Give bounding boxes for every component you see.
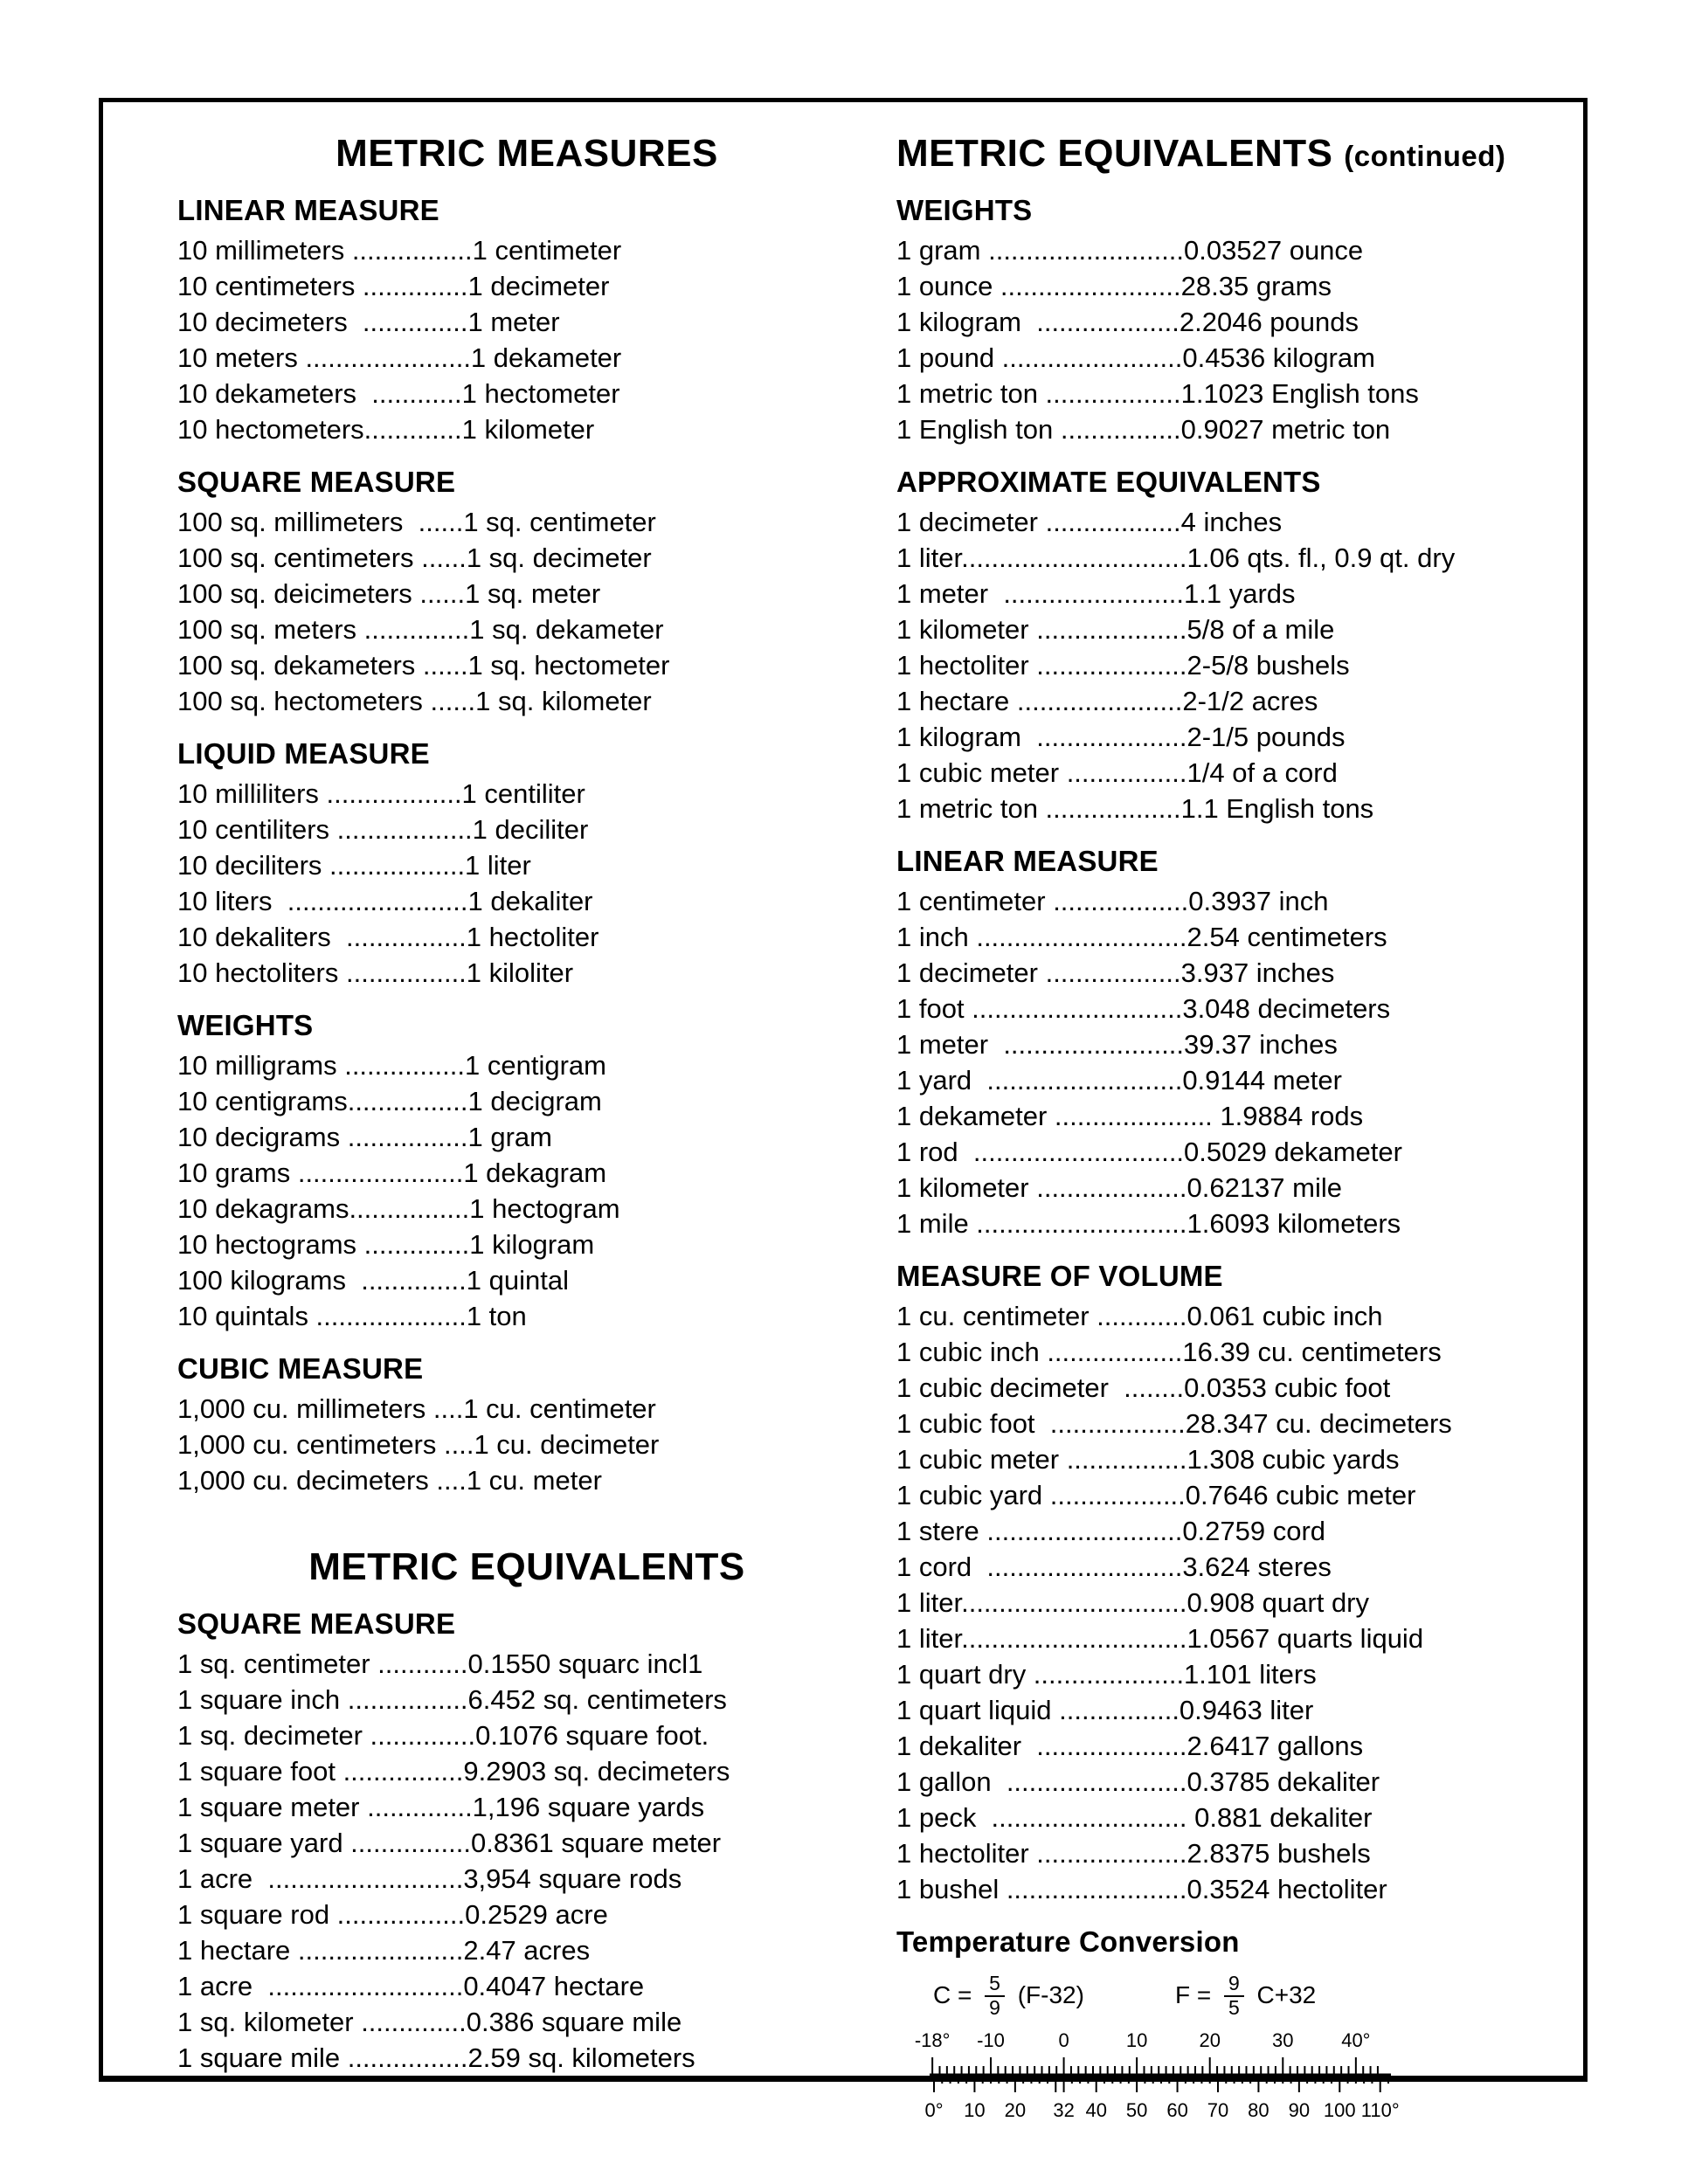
section-heading: LINEAR MEASURE xyxy=(177,194,439,226)
fahrenheit-label: 20 xyxy=(1004,2098,1027,2121)
conversion-row: 1 square rod .................0.2529 acre xyxy=(177,1899,608,1930)
conversion-row: 10 centimeters ..............1 decimeter xyxy=(177,271,610,301)
conversion-row: 1 sq. centimeter ............0.1550 squarc incl1 xyxy=(177,1648,703,1679)
conversion-row: 1 hectare ......................2-1/2 acres xyxy=(896,686,1318,716)
conversion-row: 100 sq. millimeters ......1 sq. centimeter xyxy=(177,507,656,537)
formula-lead: F = xyxy=(1174,1981,1218,2009)
conversion-row: 10 quintals ....................1 ton xyxy=(177,1301,527,1331)
conversion-row: 1 stere ..........................0.2759 cord xyxy=(896,1516,1326,1546)
conversion-row: 1 quart liquid ................0.9463 liter xyxy=(896,1695,1314,1725)
fraction-numerator: 9 xyxy=(1224,1973,1244,1997)
conversion-row: 1 gallon ........................0.3785 dekaliter xyxy=(896,1766,1380,1797)
conversion-row: 1 English ton ................0.9027 metric ton xyxy=(896,414,1391,445)
celsius-label: 20 xyxy=(1199,2028,1221,2051)
conversion-row: 1 bushel ........................0.3524 hectoliter xyxy=(896,1874,1387,1904)
temperature-scale-wrap xyxy=(912,2026,1587,2130)
metric-equivalents-title: METRIC EQUIVALENTS xyxy=(308,1545,745,1588)
conversion-row: 1 peck .......................... 0.881 dekaliter xyxy=(896,1802,1373,1833)
conversion-row: 10 millimeters ................1 centimeter xyxy=(177,235,622,266)
celsius-formula xyxy=(933,1973,1084,2019)
conversion-row: 1 hectoliter ....................2-5/8 bushels xyxy=(896,650,1350,681)
conversion-row: 1 liter..............................1.0567 quarts liquid xyxy=(896,1623,1424,1654)
conversion-row: 100 kilograms ..............1 quintal xyxy=(177,1265,569,1296)
section-heading: LINEAR MEASURE xyxy=(896,845,1159,877)
conversion-row: 1 centimeter ..................0.3937 inch xyxy=(896,886,1329,916)
conversion-row: 1 acre ..........................3,954 square rods xyxy=(177,1863,682,1894)
conversion-row: 10 centiliters ..................1 deciliter xyxy=(177,814,589,845)
conversion-row: 10 milliliters ..................1 centiliter xyxy=(177,778,585,809)
conversion-row: 1 hectoliter ....................2.8375 bushels xyxy=(896,1838,1371,1869)
metric-measures-sections xyxy=(177,194,876,1498)
section-heading: CUBIC MEASURE xyxy=(177,1352,424,1385)
conversion-row: 10 hectometers.............1 kilometer xyxy=(177,414,595,445)
fraction-numerator: 5 xyxy=(985,1973,1005,1997)
fahrenheit-label: 80 xyxy=(1248,2098,1269,2121)
metric-equivalents-continued-sections xyxy=(896,194,1587,1907)
fahrenheit-label: 70 xyxy=(1207,2098,1229,2121)
conversion-row: 1,000 cu. millimeters ....1 cu. centimeter xyxy=(177,1393,656,1424)
conversion-row: 1 dekaliter ....................2.6417 gallons xyxy=(896,1731,1364,1761)
conversion-row: 1 meter ........................39.37 inches xyxy=(896,1029,1338,1060)
formula-tail: C+32 xyxy=(1249,1981,1317,2009)
conversion-row: 10 milligrams ................1 centigram xyxy=(177,1050,606,1081)
section-heading: WEIGHTS xyxy=(896,194,1033,226)
section-heading: MEASURE OF VOLUME xyxy=(896,1260,1223,1292)
fahrenheit-label: 90 xyxy=(1288,2098,1311,2121)
conversion-row: 10 centigrams................1 decigram xyxy=(177,1086,602,1116)
section-heading: SQUARE MEASURE xyxy=(177,1607,456,1640)
temperature-formulas xyxy=(933,1973,1587,2019)
conversion-row: 1,000 cu. centimeters ....1 cu. decimeter xyxy=(177,1429,660,1460)
formula-tail: (F-32) xyxy=(1010,1981,1084,2009)
fraction xyxy=(985,1973,1005,2019)
conversion-row: 10 dekaliters ................1 hectoliter xyxy=(177,922,599,952)
conversion-row: 100 sq. dekameters ......1 sq. hectometer xyxy=(177,650,670,681)
conversion-row: 10 deciliters ..................1 liter xyxy=(177,850,531,881)
conversion-row: 1 liter..............................0.908 quart dry xyxy=(896,1587,1370,1618)
conversion-row: 1 square meter ..............1,196 square yards xyxy=(177,1792,705,1822)
conversion-row: 100 sq. meters ..............1 sq. dekameter xyxy=(177,614,664,645)
conversion-row: 1 square yard ................0.8361 square meter xyxy=(177,1828,722,1858)
conversion-row: 1 decimeter ..................3.937 inches xyxy=(896,957,1335,988)
conversion-row: 1 kilometer ....................0.62137 mile xyxy=(896,1172,1342,1203)
formula-lead: C = xyxy=(933,1981,979,2009)
fahrenheit-label: 10 xyxy=(964,2098,986,2121)
conversion-row: 1 square foot ................9.2903 sq. decimeters xyxy=(177,1756,730,1787)
conversion-row: 1 cu. centimeter ............0.061 cubic inch xyxy=(896,1301,1383,1331)
conversion-row: 1 sq. kilometer ..............0.386 square mile xyxy=(177,2007,682,2037)
conversion-row: 1 cubic inch ..................16.39 cu. centimeters xyxy=(896,1337,1442,1367)
conversion-row: 10 dekameters ............1 hectometer xyxy=(177,378,620,409)
section-heading: SQUARE MEASURE xyxy=(177,466,456,498)
conversion-row: 1,000 cu. decimeters ....1 cu. meter xyxy=(177,1465,602,1496)
temperature-scale xyxy=(912,2026,1419,2125)
conversion-row: 1 metric ton ..................1.1023 English tons xyxy=(896,378,1419,409)
conversion-row: 1 kilometer ....................5/8 of a mile xyxy=(896,614,1335,645)
conversion-row: 10 grams ......................1 dekagram xyxy=(177,1158,607,1188)
metric-equivalents-continued-title xyxy=(896,132,1587,176)
fahrenheit-label: 32 xyxy=(1053,2098,1075,2121)
right-column xyxy=(896,127,1587,2130)
conversion-row: 1 foot ............................3.048 decimeters xyxy=(896,993,1391,1024)
conversion-row: 10 liters ........................1 dekaliter xyxy=(177,886,593,916)
conversion-row: 1 kilogram ...................2.2046 pounds xyxy=(896,307,1359,337)
conversion-row: 1 hectare ......................2.47 acres xyxy=(177,1935,591,1966)
conversion-row: 1 liter..............................1.06 qts. fl., 0.9 qt. dry xyxy=(896,543,1456,573)
conversion-row: 1 cubic yard ..................0.7646 cubic meter xyxy=(896,1480,1416,1510)
conversion-row: 1 kilogram ....................2-1/5 pounds xyxy=(896,722,1346,752)
metric-equivalents-sections xyxy=(177,1607,876,2076)
conversion-row: 1 quart dry ....................1.101 liters xyxy=(896,1659,1317,1690)
conversion-row: 1 meter ........................1.1 yards xyxy=(896,578,1296,609)
conversion-row: 1 cubic decimeter ........0.0353 cubic foot xyxy=(896,1372,1391,1403)
fahrenheit-label: 100 xyxy=(1323,2098,1356,2121)
conversion-row: 100 sq. deicimeters ......1 sq. meter xyxy=(177,578,601,609)
celsius-label: 40° xyxy=(1341,2028,1371,2051)
left-column xyxy=(177,127,876,2076)
celsius-label: 30 xyxy=(1272,2028,1294,2051)
conversion-row: 1 cord ..........................3.624 steres xyxy=(896,1552,1332,1582)
fraction-denominator: 9 xyxy=(989,1995,1000,2019)
conversion-row: 1 mile ............................1.6093 kilometers xyxy=(896,1208,1401,1239)
conversion-row: 10 dekagrams................1 hectogram xyxy=(177,1193,620,1224)
temperature-conversion-heading: Temperature Conversion xyxy=(896,1925,1240,1958)
conversion-row: 1 pound ........................0.4536 kilogram xyxy=(896,342,1375,373)
conversion-row: 1 dekameter ..................... 1.9884 rods xyxy=(896,1101,1364,1131)
conversion-row: 1 metric ton ..................1.1 English tons xyxy=(896,793,1374,824)
conversion-row: 1 cubic foot ..................28.347 cu. decimeters xyxy=(896,1408,1452,1439)
page-border-frame xyxy=(99,98,1588,2121)
fraction-denominator: 5 xyxy=(1228,1995,1240,2019)
conversion-row: 1 square mile ................2.59 sq. kilometers xyxy=(177,2042,695,2073)
section-heading: LIQUID MEASURE xyxy=(177,737,430,770)
conversion-row: 10 decimeters ..............1 meter xyxy=(177,307,560,337)
conversion-row: 10 decigrams ................1 gram xyxy=(177,1122,552,1152)
temperature-conversion-block xyxy=(896,1925,1587,2130)
fahrenheit-formula xyxy=(1175,1973,1316,2019)
conversion-row: 1 ounce ........................28.35 grams xyxy=(896,271,1332,301)
celsius-label: 0 xyxy=(1058,2028,1069,2051)
title-main: METRIC EQUIVALENTS xyxy=(896,132,1333,175)
conversion-row: 1 cubic meter ................1.308 cubic yards xyxy=(896,1444,1400,1475)
conversion-row: 1 yard ..........................0.9144 meter xyxy=(896,1065,1342,1095)
fahrenheit-label: 0° xyxy=(924,2098,944,2121)
conversion-row: 1 sq. decimeter ..............0.1076 square foot. xyxy=(177,1720,709,1751)
fahrenheit-label: 50 xyxy=(1125,2098,1148,2121)
conversion-row: 1 acre ..........................0.4047 hectare xyxy=(177,1971,645,2001)
conversion-row: 10 hectoliters ................1 kiloliter xyxy=(177,957,574,988)
metric-measures-title: METRIC MEASURES xyxy=(336,132,718,175)
celsius-label: -18° xyxy=(914,2028,951,2051)
conversion-row: 1 square inch ................6.452 sq. centimeters xyxy=(177,1684,727,1715)
fraction xyxy=(1224,1973,1244,2019)
celsius-label: 10 xyxy=(1125,2028,1148,2051)
conversion-row: 100 sq. centimeters ......1 sq. decimeter xyxy=(177,543,652,573)
fahrenheit-label: 110° xyxy=(1360,2098,1400,2121)
celsius-label: -10 xyxy=(977,2028,1005,2051)
conversion-row: 100 sq. hectometers ......1 sq. kilometer xyxy=(177,686,652,716)
conversion-row: 1 cubic meter ................1/4 of a cord xyxy=(896,757,1338,788)
section-heading: APPROXIMATE EQUIVALENTS xyxy=(896,466,1321,498)
fahrenheit-label: 60 xyxy=(1166,2098,1188,2121)
conversion-row: 1 inch ............................2.54 centimeters xyxy=(896,922,1387,952)
conversion-row: 1 rod ............................0.5029 dekameter xyxy=(896,1137,1402,1167)
section-heading: WEIGHTS xyxy=(177,1009,314,1041)
title-continued-suffix: (continued) xyxy=(1344,140,1506,172)
conversion-row: 10 meters ......................1 dekameter xyxy=(177,342,622,373)
conversion-row: 1 decimeter ..................4 inches xyxy=(896,507,1283,537)
conversion-row: 1 gram ..........................0.03527 ounce xyxy=(896,235,1364,266)
conversion-row: 10 hectograms ..............1 kilogram xyxy=(177,1229,595,1260)
fahrenheit-label: 40 xyxy=(1085,2098,1107,2121)
